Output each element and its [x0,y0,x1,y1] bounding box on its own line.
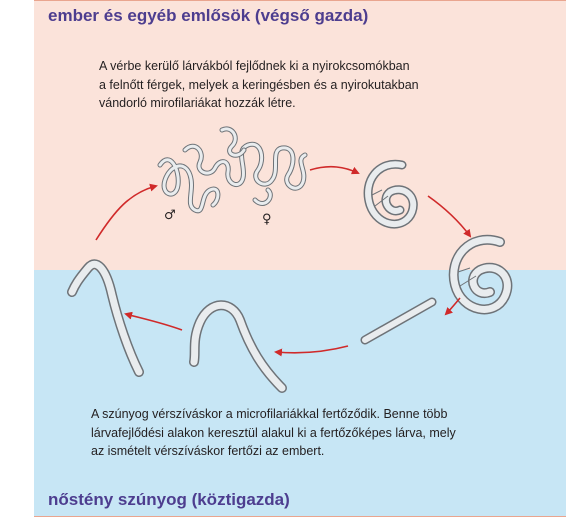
microfilaria-coiled-illustration [368,164,413,224]
larva-straight-illustration [365,302,432,340]
intermediate-host-title: nőstény szúnyog (köztigazda) [48,490,290,509]
female-symbol: ♀ [262,212,272,227]
definitive-description-line: a felnőtt férgek, melyek a keringésben és a nyirokutakban [99,77,419,92]
arrow-microfilaria-to-larva [428,196,470,236]
intermediate-description-line: A szúnyog vérszíváskor a microfilariákkal fertőződik. Benne több [91,407,448,421]
larva-coiled-illustration [454,240,508,310]
arrow-larva-to-straight [446,298,460,314]
arrow-adult-to-microfilaria [310,167,358,173]
adult-worms-illustration [160,129,305,211]
intermediate-description-line: az ismételt vérszíváskor fertőzi az embert. [91,444,325,458]
arrow-bent-to-infective [126,314,182,330]
larva-bent-illustration [194,305,282,388]
definitive-host-title: ember és egyéb emlősök (végső gazda) [48,6,369,25]
definitive-description-line: A vérbe kerülő lárvákból fejlődnek ki a nyirokcsomókban [99,59,410,73]
intermediate-host-description [91,405,456,461]
intermediate-description-line: lárvafejlődési alakon keresztül alakul ki a fertőzőképes lárva, mely [91,425,456,440]
arrow-infective-to-adult [96,186,156,240]
arrow-straight-to-bent [276,346,348,353]
infective-larva-illustration [72,264,139,372]
definitive-description-line: vándorló mirofilariákat hozzák létre. [99,96,296,110]
male-symbol: ♂ [164,208,176,223]
